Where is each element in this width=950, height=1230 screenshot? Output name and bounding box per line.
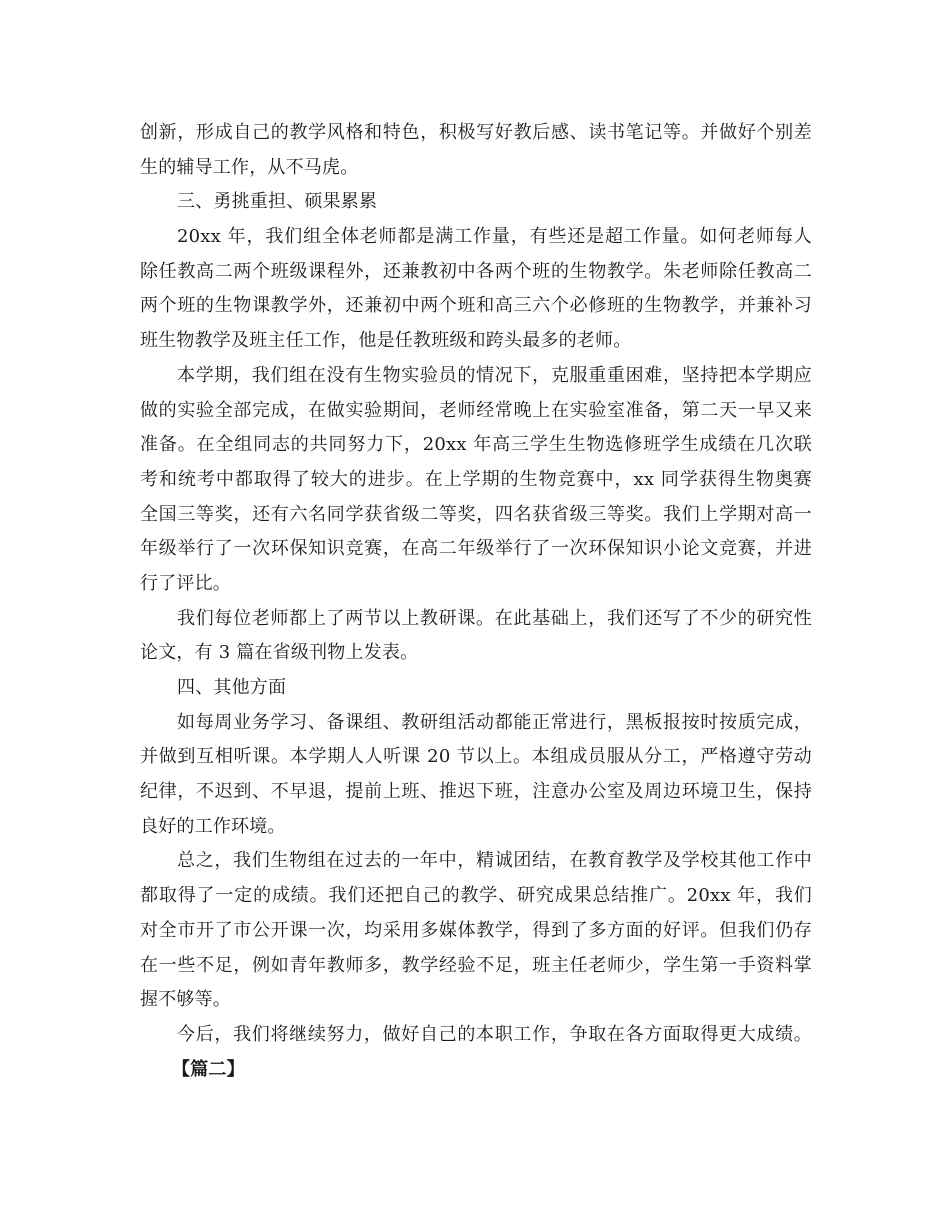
document-body: [140, 116, 812, 1087]
paragraph-line: 良好的工作环境。: [140, 815, 286, 837]
paragraph-line: 纪律，不迟到、不早退，提前上班、推迟下班，注意办公室及周边环境卫生，保持: [140, 781, 812, 803]
paragraph-line: 20xx 年，我们组全体老师都是满工作量，有些还是超工作量。如何老师每人: [177, 226, 812, 248]
paragraph-line: 创新，形成自己的教学风格和特色，积极写好教后感、读书笔记等。并做好个别差: [140, 122, 812, 143]
paragraph-line: 除任教高二两个班级课程外，还兼教初中各两个班的生物教学。朱老师除任教高二: [140, 260, 812, 282]
paragraph-line: 准备。在全组同志的共同努力下，20xx 年高三学生生物选修班学生成绩在几次联: [140, 434, 812, 456]
section-tag: 【篇二】: [172, 1058, 245, 1080]
paragraph-line: 对全市开了市公开课一次，均采用多媒体教学，得到了多方面的好评。但我们仍存: [140, 919, 812, 941]
paragraph-line: 总之，我们生物组在过去的一年中，精诚团结，在教育教学及学校其他工作中: [177, 850, 812, 872]
paragraph-line: 全国三等奖，还有六名同学获省级二等奖，四名获省级三等奖。我们上学期对高一: [140, 503, 812, 525]
paragraph-line: 生的辅导工作，从不马虎。: [140, 156, 359, 178]
paragraph-line: 年级举行了一次环保知识竞赛，在高二年级举行了一次环保知识小论文竞赛，并进: [140, 538, 812, 560]
paragraph-line: 班生物教学及班主任工作，他是任教班级和跨头最多的老师。: [140, 330, 632, 352]
paragraph-line: 我们每位老师都上了两节以上教研课。在此基础上，我们还写了不少的研究性: [177, 607, 812, 629]
section-heading: 四、其他方面: [177, 677, 287, 698]
paragraph-line: 本学期，我们组在没有生物实验员的情况下，克服重重困难，坚持把本学期应: [177, 364, 812, 386]
section-heading: 三、勇挑重担、硕果累累: [177, 191, 378, 213]
paragraph-line: 两个班的生物课教学外，还兼初中两个班和高三六个必修班的生物教学，并兼补习: [140, 295, 812, 317]
paragraph-line: 考和统考中都取得了较大的进步。在上学期的生物竞赛中，xx 同学获得生物奥赛: [140, 468, 812, 490]
paragraph-line: 握不够等。: [140, 989, 231, 1011]
paragraph-line: 都取得了一定的成绩。我们还把自己的教学、研究成果总结推广。20xx 年，我们: [140, 885, 812, 907]
paragraph-line: 论文，有 3 篇在省级刊物上发表。: [140, 642, 419, 664]
paragraph-line: 行了评比。: [140, 572, 231, 594]
paragraph-line: 做的实验全部完成，在做实验期间，老师经常晚上在实验室准备，第二天一早又来: [140, 399, 812, 421]
paragraph-line: 并做到互相听课。本学期人人听课 20 节以上。本组成员服从分工，严格遵守劳动: [140, 746, 812, 768]
paragraph-line: 如每周业务学习、备课组、教研组活动都能正常进行，黑板报按时按质完成，: [177, 711, 812, 733]
paragraph-line: 在一些不足，例如青年教师多，教学经验不足，班主任老师少，学生第一手资料掌: [140, 954, 812, 976]
paragraph-line: 今后，我们将继续努力，做好自己的本职工作，争取在各方面取得更大成绩。: [177, 1023, 812, 1045]
